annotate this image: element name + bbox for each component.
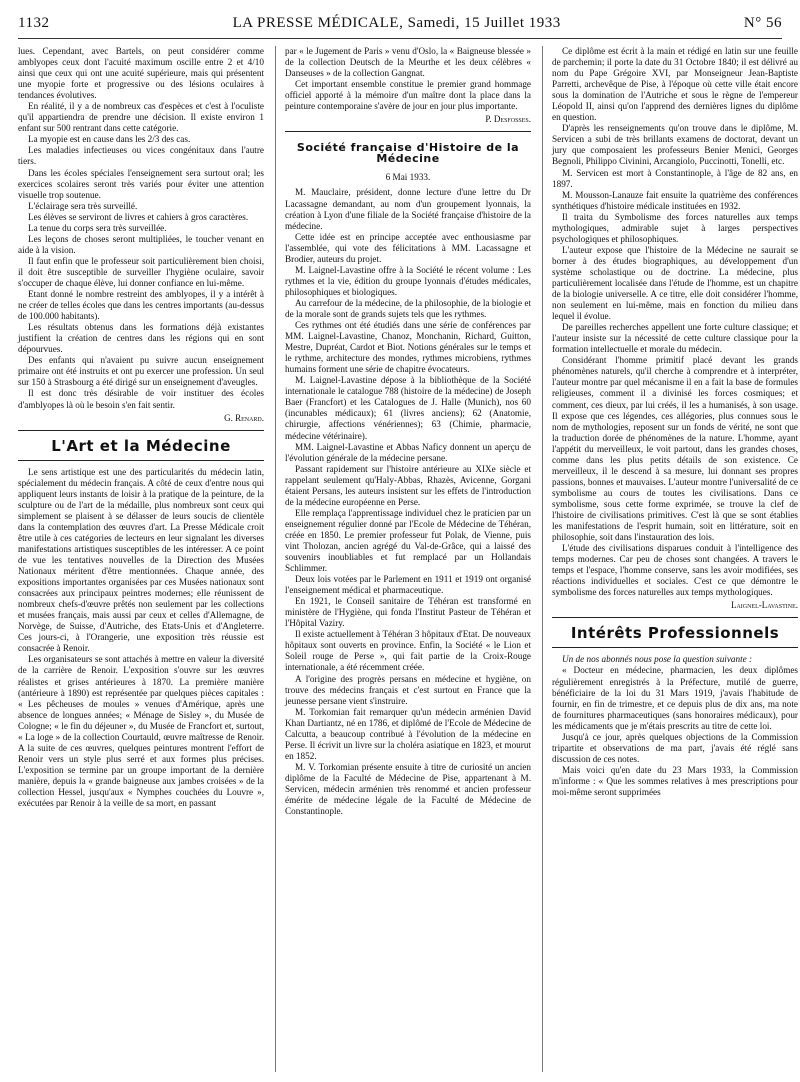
column-1 [18, 46, 264, 809]
page-number: 1132 [18, 14, 50, 31]
signature: P. Desfosses. [485, 114, 531, 125]
paragraph: Les maladies infectieuses ou vices congénitaux dans l'autre tiers. [18, 145, 264, 167]
paragraph: Ce diplôme est écrit à la main et rédigé en latin sur une feuille de parchemin; il porte la date du 31 Octobre 1840; il est délivré au nom du Pape Grégoire XVI, par Monseigneur Jean-Baptiste Parretti, archevêque de Pise, à l'époque où cette ville était encore sous la domination de l'Autriche et sous le règne de l'empereur Léopold II, ainsi qu'on l'apprend des dernières lignes du diplôme en question. [552, 46, 798, 123]
paragraph: lues. Cependant, avec Bartels, on peut considérer comme amblyopes ceux dont l'acuité maximum oscille entre 2 et 4/10 ainsi que ceux qui ont une acuité supérieure, mais qui présentent une myopie forte et progressive ou des lésions oculaires à tendances évolutives. [18, 46, 264, 101]
paragraph: par « le Jugement de Paris » venu d'Oslo, la « Baigneuse blessée » de la collection Deutsch de la Meurthe et les deux célèbres « Danseuses » de la collection Gangnat. [285, 46, 531, 79]
paragraph: Il est donc très désirable de voir instituer des écoles d'amblyopes là où le besoin s'en fait sentir. [18, 388, 264, 410]
paragraph: Il faut enfin que le professeur soit particulièrement bien choisi, il doit être susceptible de surveiller l'hygiène oculaire, savoir s'occuper de chaque élève, lui donner confiance en lui-même. [18, 255, 264, 288]
section-rule [552, 617, 798, 618]
paragraph: Au carrefour de la médecine, de la philosophie, de la biologie et de la morale sont de grands sujets tels que les rythmes. [285, 297, 531, 319]
paragraph: M. Torkomian fait remarquer qu'un médecin arménien David Khan Dartiantz, né en 1786, et diplômé de l'Ecole de Médecine de Calcutta, a beaucoup contribué à l'évolution de la médecine en Perse. Il écrivit un livre sur la choléra asiatique en 1823, et mourut en 1852. [285, 706, 531, 761]
section-title: Intérêts Professionnels [570, 624, 780, 643]
page-header [18, 12, 782, 34]
signature: Laignel-Lavastine. [730, 600, 798, 611]
paragraph: Mais voici qu'en date du 23 Mars 1933, la Commission m'informe : « Que les sommes relatives à mes prescriptions pour moi-même seront supprimées [552, 764, 798, 797]
paragraph: Les leçons de choses seront multipliées, le toucher venant en aide à la vision. [18, 233, 264, 255]
paragraph: En réalité, il y a de nombreux cas d'espèces et c'est à l'oculiste qu'il appartiendra de prendre une décision. Il existe environ 1 enfant sur 500 rentrant dans cette catégorie. [18, 101, 264, 134]
paragraph: La myopie est en cause dans les 2/3 des cas. [28, 134, 191, 145]
paragraph: L'éclairage sera très surveillé. [28, 200, 138, 211]
paragraph: L'auteur expose que l'histoire de la Médecine ne saurait se borner à des études biographiques, au développement d'un système scholastique ou de doctrine. La médecine, plus particulièrement localisée dans l'étude de l'homme, est un chapitre de la biologie universelle. A ce titre, elle doit considérer l'homme, non seulement en lui-même, mais en fonction du milieu dans lequel il évolue. [552, 244, 798, 322]
section-title: L'Art et la Médecine [51, 436, 231, 455]
paragraph: La tenue du corps sera très surveillée. [28, 222, 167, 233]
paragraph: A l'origine des progrès persans en médecine et hygiène, on trouve des médecins français et c'est surtout en France que la jeunesse persane vient s'instruire. [285, 673, 531, 706]
section-rule [285, 131, 531, 132]
paragraph: Elle remplaça l'apprentissage individuel chez le praticien par un enseignement régulier donné par l'Ecole de Médecine de Téhéran, créée en 1850. Le premier professeur fut Polak, de Vienne, puis vint Tholozan, ancien agrégé du Val-de-Grâce, qui a laissé des souvenirs inoubliables et fut remplacé par un Hollandais Schlimmer. [285, 507, 531, 574]
paragraph: M. Mousson-Lanauze fait ensuite la quatrième des conférences synthétiques d'histoire médicale instituées en 1932. [552, 189, 798, 211]
issue-number: N° 56 [743, 14, 782, 31]
section-title: Société française d'Histoire de la Médecine [296, 141, 520, 166]
paragraph: Les organisateurs se sont attachés à mettre en valeur la diversité de la carrière de Renoir. L'exposition s'ouvre sur les œuvres réalistes et grises antérieures à 1870. La première manière (antérieure à 1890) est représentée par quelques pièces capitales : « Les pêcheuses de moules » venues d'Amérique, après une absence de longues années; « Ménage de Sisley », du Musée de Cologne; « le fin du déjeuner », du Musée de Francfort et, surtout, « La loge » de la collection Courtauld, œuvre maîtresse de Renoir. A la suite de ces œuvres, quelques peintures montrent l'effort de Renoir vers un style plus serré et aux formes plus précises. L'exposition se termine par un groupe important de la dernière manière, depuis la « grande baigneuse aux jambes croisées » de la collection Hessel, jusqu'aux « Nymphes couchées du Louvre », exécutées par Renoir à la veille de sa mort, en passant [18, 654, 264, 809]
paragraph: Deux lois votées par le Parlement en 1911 et 1919 ont organisé l'enseignement médical et pharmaceutique. [285, 574, 531, 596]
paragraph: M. V. Torkomian présente ensuite à titre de curiosité un ancien diplôme de la Faculté de Médecine de Pise, appartenant à M. Servicen, médecin arménien très renommé et ancien professeur émérite de médecine légale de la Faculté de Médecine de Constantinople. [285, 761, 531, 817]
paragraph: « Docteur en médecine, pharmacien, les deux diplômes régulièrement enregistrés à la Préfecture, mutilé de guerre, bénéficiaire de la loi du 31 Mars 1919, j'avais l'habitude de fournir, en fin de trimestre, et ce depuis plus de dix ans, ma note de fournitures pharmaceutiques (sans honoraires médicaux), pour les médicaments que je m'étais prescrits au titre de cette loi. [552, 665, 798, 731]
paragraph: M. Servicen est mort à Constantinople, à l'âge de 82 ans, en 1897. [552, 167, 798, 189]
section-rule [18, 430, 264, 431]
section-rule [552, 647, 798, 648]
paragraph: M. Laignel-Lavastine dépose à la bibliothèque de la Société internationale le catalogue 788 (histoire de la médecine) de Joseph Baer (Francfort) et les Catalogues de J. Halle (Munich), nos 60 (incunables médicaux); 61 (livres anciens); 62 (Anatomie, chirurgie, affections vénériennes); 63 (Chimie, pharmacie, médecine vétérinaire). [285, 375, 531, 441]
paragraph: Il traita du Symbolisme des forces naturelles aux temps mythologiques, admirable sujet à larges perspectives psychologiques et philosophiques. [552, 211, 798, 244]
column-divider [542, 46, 543, 1072]
column-2 [285, 46, 531, 817]
meeting-date: 6 Mai 1933. [385, 172, 431, 183]
column-divider [275, 46, 276, 1072]
paragraph: En 1921, le Conseil sanitaire de Téhéran est transformé en ministère de l'Hygiène, qui fonda l'Institut Pasteur de Téhéran et l'Hôpital Vaziry. [285, 596, 531, 629]
paragraph: Dans les écoles spéciales l'enseignement sera surtout oral; les exercices scolaires seront très variés pour éviter une attention visuelle trop soutenue. [18, 167, 264, 200]
paragraph: Jusqu'à ce jour, après quelques objections de la Commission tripartite et observations de ma part, j'avais été réglé sans discussion de ces notes. [552, 731, 798, 764]
paragraph: M. Laignel-Lavastine offre à la Société le récent volume : Les rythmes et la vie, édition du groupe lyonnais d'études médicales, philosophiques et biologiques. [285, 264, 531, 297]
paragraph: Considérant l'homme primitif placé devant les grands phénomènes naturels, qu'il cherche à comprendre et à interpréter, l'auteur montre par quel mécanisme il en a fait la base de formules religieuses, comment il a divinisé les forces cosmiques; et comment, ces dieux, par lui créés, il les a humanisés, à son usage. Il expose que ces légendes, ces allégories, plus connues sous le nom de mythologies, reposent sur un fonds de vérité, ne sont que la traduction dorée de phénomènes de la nature. L'homme, ayant l'appétit du merveilleux, le voit partout, dans les grandes choses, comme dans les plus petits détails de son existence. Ce merveilleux, il le descend à sa mesure, lui donnant ses propres passions, bonnes et mauvaises. L'auteur montre l'universalité de ce symbolisme au cours de toutes les civilisations. Dans ce symbolisme, sous cette forme exprimée, se trouve la clef de l'histoire de civilisations primitives. C'est là que se sont établies les manifestations de l'esprit humain, soit en littérature, soit en philosophie, soit dans l'instauration des lois. [552, 355, 798, 543]
paragraph: L'étude des civilisations disparues conduit à l'intelligence des temps modernes. Car peu de choses sont changées. A travers le temps et l'espace, l'homme conserve, sans les avoir modifiées, ses réactions individuelles et sociales. C'est ce que démontre le symbolisme des forces naturelles aux temps mythologiques. [552, 543, 798, 598]
column-3 [552, 46, 798, 798]
journal-title: LA PRESSE MÉDICALE, Samedi, 15 Juillet 1933 [232, 14, 561, 31]
paragraph: D'après les renseignements qu'on trouve dans le diplôme, M. Servicen a subi de très brillants examens de doctorat, devant un jury que composaient les professeurs Benier Menici, Georges Begnoli, Philippo Civinini, Arcangiolo, Puccinotti, Tonelli, etc. [552, 123, 798, 167]
paragraph: Les résultats obtenus dans les formations déjà existantes justifient la création de centres dans les régions qui en sont dépourvues. [18, 322, 264, 355]
header-rule [18, 38, 782, 39]
paragraph: M. Mauclaire, président, donne lecture d'une lettre du Dr Lacassagne demandant, au nom d'un groupement lyonnais, la création à Lyon d'une filiale de la Société française d'histoire de la médecine. [285, 187, 531, 231]
paragraph: Il existe actuellement à Téhéran 3 hôpitaux d'Etat. De nouveaux hôpitaux sont ouverts en province. Enfin, la Société « le Lion et Soleil rouge de Perse », qui fait partie de la Croix-Rouge internationale, a été récemment créée. [285, 629, 531, 673]
paragraph: Etant donné le nombre restreint des amblyopes, il y a intérêt à ne créer de telles écoles que dans les centres importants (au-dessus de 100.000 habitants). [18, 289, 264, 322]
paragraph: Des enfants qui n'avaient pu suivre aucun enseignement primaire ont été instruits et ont pu exercer une profession. Un seul sur 150 à Strasbourg a été dirigé sur un enseignement d'aveugles. [18, 355, 264, 388]
section-rule [18, 460, 264, 461]
paragraph: MM. Laignel-Lavastine et Abbas Naficy donnent un aperçu de l'évolution générale de la médecine persane. [285, 441, 531, 463]
paragraph: De pareilles recherches appellent une forte culture classique; et l'auteur insiste sur la nécessité de cette culture classique pour la formation intellectuelle et morale du médecin. [552, 322, 798, 355]
paragraph: Le sens artistique est une des particularités du médecin latin, spécialement du médecin français. A côté de ceux d'entre nous qui appliquent leurs instants de loisir à la pratique de la peinture, de la sculpture ou de l'art de la médaille, plus nombreux sont ceux qui simplement se plaisent à se délasser de leurs soucis de clientèle dans la contemplation des œuvres d'art. La Presse Médicale croit être utile à ces catégories de lecteurs en leur signalant les diverses manifestations artistiques susceptibles de les intéresser. A ce point de vue les tentatives nouvelles de la Direction des Musées Nationaux méritent d'être mentionnées. Chaque année, des expositions importantes organisées par ces Musées nationaux sont consacrées aux principaux peintres modernes; elle réunissent de nombreux chefs-d'œuvre prêtés non seulement par les collections et musées français, mais aussi par ceux et celles d'Allemagne, de Norvège, de Suisse, d'Autriche, des Etats-Unis et d'Angleterre. Ces jours-ci, à l'Orangerie, une exposition très réussie est consacrée à Renoir. [18, 466, 264, 654]
paragraph: Passant rapidement sur l'histoire antérieure au XIXe siècle et rappelant seulement qu'Haly-Abbas, Rhazès, Avicenne, Gorgani étaient Persans, les auteurs insistent sur les effets de l'introduction de la médecine européenne en Perse. [285, 463, 531, 507]
signature: G. Renard. [224, 412, 264, 423]
paragraph: Les élèves se serviront de livres et cahiers à gros caractères. [28, 211, 249, 222]
paragraph: Cette idée est en principe acceptée avec enthousiasme par l'assemblée, qui vote des félicitations à MM. Lacassagne et Brodier, auteurs du projet. [285, 231, 531, 264]
paragraph: Ces rythmes ont été étudiés dans une série de conférences par MM. Laignel-Lavastine, Chanoz, Monchanin, Richard, Guitton, Mestre, Dupréat, Cardot et Biot. Notions générales sur le temps et le rythme, architecture des mondes, rythmes microbiens, rythmes humains forment une série de chapitre évocateurs. [285, 320, 531, 375]
paragraph: Cet important ensemble constitue le premier grand hommage officiel apporté à la mémoire d'un maître dont la place dans la peinture contemporaine s'avère de jour en jour plus importante. [285, 79, 531, 112]
paragraph: Un de nos abonnés nous pose la question suivante : [562, 654, 753, 665]
